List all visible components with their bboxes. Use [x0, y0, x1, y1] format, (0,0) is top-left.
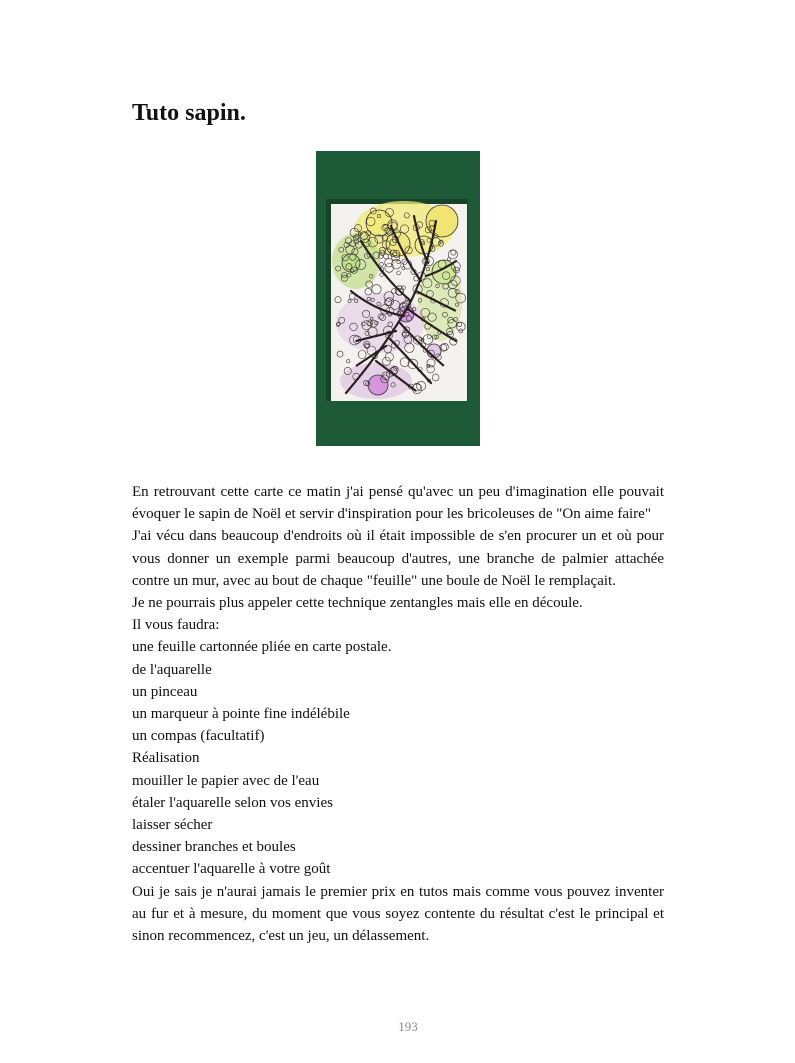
paragraph-technique: Je ne pourrais plus appeler cette technique zentangles mais elle en découle. — [132, 595, 583, 612]
artwork-illustration — [316, 151, 480, 446]
step-item: étaler l'aquarelle selon vos envies — [132, 794, 333, 811]
paragraph-intro: En retrouvant cette carte ce matin j'ai pensé qu'avec un peu d'imagination elle pouvait évoquer le sapin de Noël et servir d'inspiration pour les bricoleuses de "On aime faire" — [132, 484, 664, 523]
step-item: accentuer l'aquarelle à votre goût — [132, 861, 331, 878]
materials-item: un compas (facultatif) — [132, 728, 265, 745]
step-item: mouiller le papier avec de l'eau — [132, 772, 320, 789]
step-item: laisser sécher — [132, 817, 213, 834]
materials-item: de l'aquarelle — [132, 661, 212, 678]
steps-heading: Réalisation — [132, 750, 200, 767]
painted-circle — [426, 205, 458, 237]
materials-item: un pinceau — [132, 683, 198, 700]
page-title: Tuto sapin. — [132, 100, 246, 126]
materials-heading: Il vous faudra: — [132, 617, 220, 634]
materials-item: un marqueur à pointe fine indélébile — [132, 706, 350, 723]
page-number: 193 — [398, 1019, 418, 1034]
materials-item: une feuille cartonnée pliée en carte postale. — [132, 639, 392, 656]
paragraph-conclusion: Oui je sais je n'aurai jamais le premier prix en tutos mais comme vous pouvez inventer au fur et à mesure, du moment que vous soyez contente du résultat c'est le principal et sinon recommencez, c'est un jeu, un délassement. — [132, 883, 664, 945]
artwork-photo — [316, 151, 480, 446]
article-body — [132, 481, 664, 947]
paragraph-story: J'ai vécu dans beaucoup d'endroits où il était impossible de s'en procurer un et où pour vous donner un exemple parmi beaucoup d'autres, une branche de palmier attachée contre un mur, avec au bout de chaque "feuille" une boule de Noël le remplaçait. — [132, 528, 664, 589]
painted-circle — [368, 375, 388, 395]
step-item: dessiner branches et boules — [132, 839, 296, 856]
